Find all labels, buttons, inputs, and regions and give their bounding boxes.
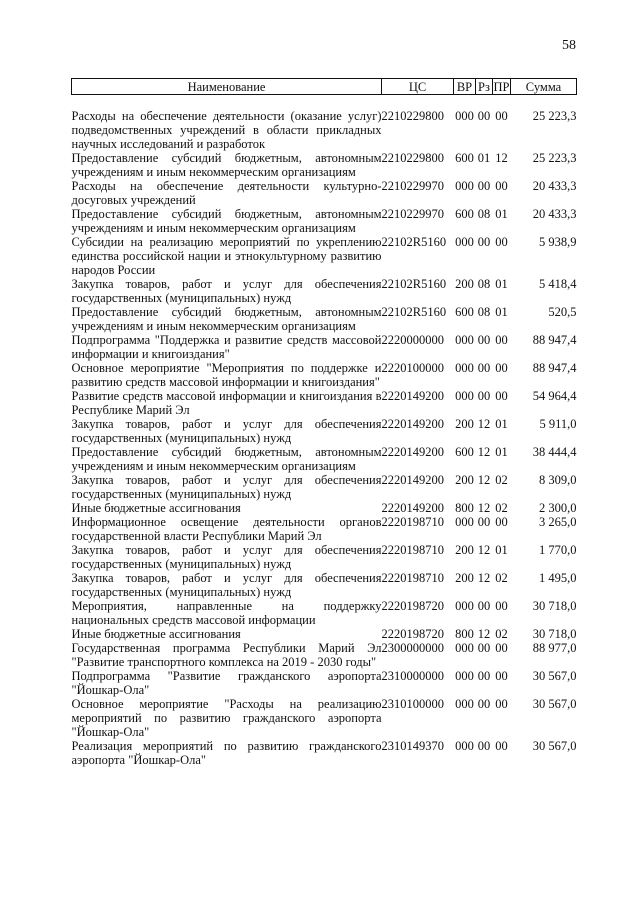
cell-vr: 000 [455,333,474,347]
cell-rz: 12 [477,627,491,641]
cell-vr: 000 [455,669,474,683]
table-row [72,697,577,739]
cell-sum: 8 309,0 [539,473,577,487]
cell-cs: 2310000000 [381,669,444,683]
cell-pr: 00 [495,515,508,529]
cell-name: Предоставление субсидий бюджетным, автономным учреждениям и иным некоммерческим организациям [71,207,382,235]
cell-pr: 01 [495,445,508,459]
cell-pr: 00 [495,389,508,403]
table-body [72,95,577,768]
cell-name: Информационное освещение деятельности органов государственной власти Республики Марий Эл [71,515,382,543]
cell-cs: 2220000000 [381,333,444,347]
cell-cs: 2220198710 [381,543,444,557]
cell-cs: 2220149200 [381,501,444,515]
table-row [72,571,577,599]
cell-vr: 000 [455,697,474,711]
cell-sum: 1 770,0 [539,543,577,557]
cell-cs: 2220198720 [381,627,444,641]
table-row [72,151,577,179]
cell-pr: 00 [495,235,508,249]
cell-cs: 2210229800 [381,151,444,165]
cell-rz: 00 [477,599,491,613]
cell-cs: 2220100000 [381,361,444,375]
cell-pr: 02 [495,627,508,641]
cell-rz: 00 [477,669,491,683]
cell-name: Мероприятия, направленные на поддержку национальных средств массовой информации [71,599,382,627]
header-pr: ПР [493,79,510,94]
cell-name: Расходы на обеспечение деятельности культурно-досуговых учреждений [71,179,382,207]
table-row [72,109,577,151]
cell-pr: 00 [495,599,508,613]
table-row [72,361,577,389]
cell-name: Подпрограмма "Развитие гражданского аэропорта "Йошкар-Ола" [71,669,382,697]
header-vr: ВР [454,79,476,95]
cell-rz: 00 [477,697,491,711]
table-row [72,305,577,333]
cell-cs: 2310100000 [381,697,444,711]
cell-pr: 02 [495,501,508,515]
table-row [72,207,577,235]
cell-name: Субсидии на реализацию мероприятий по укреплению единства российской нации и этнокультурному развитию народов России [71,235,382,277]
cell-vr: 200 [455,543,474,557]
cell-vr: 200 [455,417,474,431]
cell-rz: 00 [477,333,491,347]
cell-sum: 30 567,0 [532,739,577,753]
table-row [72,389,577,417]
cell-name: Государственная программа Республики Марий Эл "Развитие транспортного комплекса на 2019 - 2030 годы" [71,641,382,669]
header-cs: ЦС [382,79,454,95]
cell-sum: 30 718,0 [532,627,577,641]
cell-pr: 02 [495,571,508,585]
table-row [72,235,577,277]
cell-vr: 000 [455,179,474,193]
cell-sum: 25 223,3 [532,151,577,165]
cell-cs: 2300000000 [381,641,444,655]
cell-sum: 30 567,0 [532,669,577,683]
cell-pr: 01 [495,417,508,431]
header-sum: Сумма [511,79,577,95]
cell-rz: 12 [477,571,491,585]
cell-rz: 12 [477,417,491,431]
table-row [72,179,577,207]
table-row [72,669,577,697]
cell-rz: 00 [477,179,491,193]
table-header-row [72,79,577,95]
cell-rz: 08 [477,277,491,291]
cell-rz: 00 [477,739,491,753]
cell-name: Расходы на обеспечение деятельности (оказание услуг) подведомственных учреждений в области прикладных научных исследований и разработок [71,109,382,151]
cell-cs: 2310149370 [381,739,444,753]
cell-vr: 600 [455,445,474,459]
cell-sum: 20 433,3 [532,207,577,221]
cell-name: Развитие средств массовой информации и книгоиздания в Республике Марий Эл [71,389,382,417]
table-row [72,599,577,627]
cell-name: Предоставление субсидий бюджетным, автономным учреждениям и иным некоммерческим организациям [71,445,382,473]
cell-name: Реализация мероприятий по развитию гражданского аэропорта "Йошкар-Ола" [71,739,382,767]
cell-sum: 30 567,0 [532,697,577,711]
cell-sum: 520,5 [548,305,577,319]
table-row [72,333,577,361]
cell-cs: 22102R5160 [381,277,447,291]
cell-sum: 30 718,0 [532,599,577,613]
cell-pr: 00 [495,697,508,711]
cell-cs: 22102R5160 [381,305,447,319]
cell-vr: 200 [455,473,474,487]
cell-rz: 12 [477,445,491,459]
cell-cs: 2210229970 [381,179,444,193]
header-name: Наименование [72,79,382,95]
cell-vr: 000 [455,739,474,753]
cell-rz: 08 [477,305,491,319]
cell-vr: 800 [455,627,474,641]
cell-vr: 000 [455,599,474,613]
cell-name: Подпрограмма "Поддержка и развитие средств массовой информации и книгоиздания" [71,333,382,361]
cell-pr: 02 [495,473,508,487]
cell-sum: 88 947,4 [532,361,577,375]
cell-rz: 00 [477,515,491,529]
cell-rz: 00 [477,109,491,123]
cell-vr: 600 [455,151,474,165]
cell-pr: 00 [495,179,508,193]
cell-sum: 5 938,9 [539,235,577,249]
cell-name: Предоставление субсидий бюджетным, автономным учреждениям и иным некоммерческим организациям [71,305,382,333]
cell-cs: 2220149200 [381,473,444,487]
cell-pr: 01 [495,543,508,557]
cell-rz: 00 [477,361,491,375]
cell-sum: 20 433,3 [532,179,577,193]
cell-cs: 2210229970 [381,207,444,221]
cell-name: Основное мероприятие "Расходы на реализацию мероприятий по развитию гражданского аэропорта "Йошкар-Ола" [71,697,382,739]
cell-rz: 00 [477,389,491,403]
cell-rz: 08 [477,207,491,221]
cell-pr: 00 [495,361,508,375]
cell-name: Закупка товаров, работ и услуг для обеспечения государственных (муниципальных) нужд [71,571,382,599]
cell-pr: 00 [495,333,508,347]
cell-pr: 01 [495,277,508,291]
cell-rz: 01 [477,151,491,165]
cell-sum: 1 495,0 [539,571,577,585]
cell-sum: 38 444,4 [532,445,577,459]
cell-vr: 200 [455,277,474,291]
table-row [72,445,577,473]
table-row [72,501,577,515]
cell-sum: 25 223,3 [532,109,577,123]
cell-vr: 000 [455,389,474,403]
cell-cs: 22102R5160 [381,235,447,249]
cell-rz: 12 [477,501,491,515]
cell-pr: 12 [495,151,508,165]
cell-vr: 600 [455,305,474,319]
cell-pr: 00 [495,739,508,753]
cell-rz: 12 [477,543,491,557]
cell-cs: 2220198710 [381,571,444,585]
table-row [72,739,577,767]
cell-vr: 200 [455,571,474,585]
cell-name: Иные бюджетные ассигнования [71,501,241,515]
cell-name: Основное мероприятие "Мероприятия по поддержке и развитию средств массовой информации и книгоиздания" [71,361,382,389]
cell-sum: 88 977,0 [532,641,577,655]
table-row [72,515,577,543]
cell-cs: 2210229800 [381,109,444,123]
cell-cs: 2220198710 [381,515,444,529]
cell-name: Закупка товаров, работ и услуг для обеспечения государственных (муниципальных) нужд [71,417,382,445]
table-row [72,627,577,641]
cell-pr: 00 [495,669,508,683]
cell-name: Иные бюджетные ассигнования [71,627,241,641]
cell-name: Закупка товаров, работ и услуг для обеспечения государственных (муниципальных) нужд [71,473,382,501]
cell-sum: 88 947,4 [532,333,577,347]
table-row [72,473,577,501]
cell-sum: 2 300,0 [539,501,577,515]
table-row [72,277,577,305]
budget-table [71,78,577,767]
cell-vr: 800 [455,501,474,515]
cell-name: Предоставление субсидий бюджетным, автономным учреждениям и иным некоммерческим организациям [71,151,382,179]
cell-vr: 000 [455,641,474,655]
cell-vr: 000 [455,235,474,249]
cell-cs: 2220149200 [381,445,444,459]
cell-pr: 00 [495,641,508,655]
cell-pr: 00 [495,109,508,123]
header-rz: Рз [476,79,493,95]
cell-sum: 3 265,0 [539,515,577,529]
table-row [72,543,577,571]
cell-sum: 54 964,4 [532,389,577,403]
page-number: 58 [562,38,576,53]
table-row [72,641,577,669]
cell-pr: 01 [495,207,508,221]
cell-sum: 5 911,0 [539,417,577,431]
cell-vr: 000 [455,515,474,529]
cell-cs: 2220198720 [381,599,444,613]
cell-sum: 5 418,4 [539,277,577,291]
cell-vr: 000 [455,361,474,375]
cell-cs: 2220149200 [381,389,444,403]
cell-name: Закупка товаров, работ и услуг для обеспечения государственных (муниципальных) нужд [71,277,382,305]
header-spacer [72,95,577,110]
cell-name: Закупка товаров, работ и услуг для обеспечения государственных (муниципальных) нужд [71,543,382,571]
cell-vr: 600 [455,207,474,221]
cell-cs: 2220149200 [381,417,444,431]
cell-pr: 01 [495,305,508,319]
cell-rz: 00 [477,641,491,655]
cell-rz: 00 [477,235,491,249]
table-row [72,417,577,445]
cell-vr: 000 [455,109,474,123]
cell-rz: 12 [477,473,491,487]
